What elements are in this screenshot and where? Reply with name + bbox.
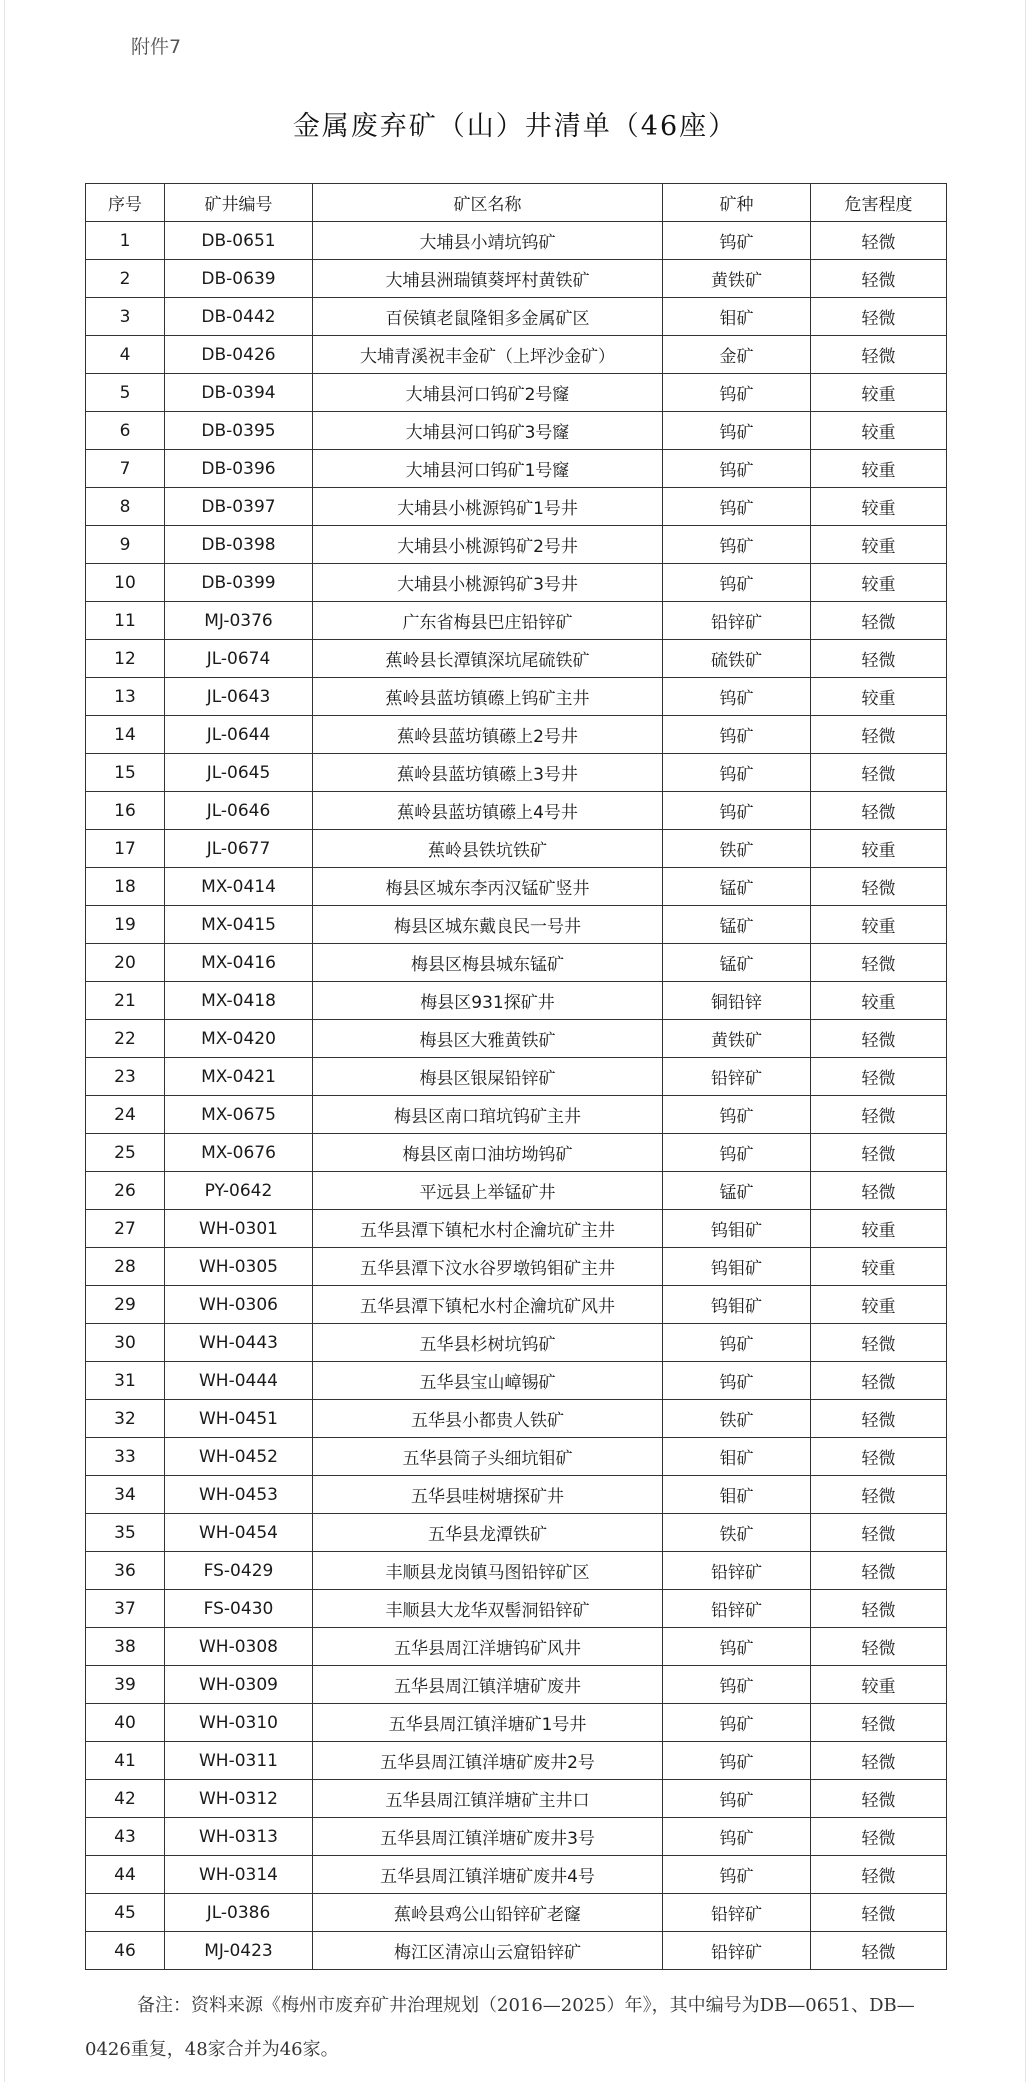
cell-mineral-type: 钨矿	[663, 1856, 811, 1894]
table-row	[86, 906, 947, 944]
cell-index: 27	[86, 1210, 165, 1248]
cell-mine-name: 五华县小都贵人铁矿	[313, 1400, 663, 1438]
cell-mine-name: 五华县周江镇洋塘矿主井口	[313, 1780, 663, 1818]
cell-mine-code: WH-0451	[165, 1400, 313, 1438]
cell-hazard-level: 较重	[811, 1666, 947, 1704]
cell-mineral-type: 黄铁矿	[663, 1020, 811, 1058]
cell-hazard-level: 轻微	[811, 1020, 947, 1058]
cell-mine-code: DB-0639	[165, 260, 313, 298]
cell-mine-code: JL-0643	[165, 678, 313, 716]
document-title: 金属废弃矿（山）井清单（46座）	[292, 111, 738, 142]
cell-mine-name: 蕉岭县蓝坊镇礤上4号井	[313, 792, 663, 830]
cell-mine-name: 五华县哇树塘探矿井	[313, 1476, 663, 1514]
cell-mineral-type: 钨钼矿	[663, 1286, 811, 1324]
table-row	[86, 260, 947, 298]
cell-mine-name: 梅县区南口油坊坳钨矿	[313, 1134, 663, 1172]
cell-mine-code: WH-0309	[165, 1666, 313, 1704]
cell-hazard-level: 轻微	[811, 1628, 947, 1666]
cell-hazard-level: 轻微	[811, 868, 947, 906]
cell-mineral-type: 铜铅锌	[663, 982, 811, 1020]
table-row	[86, 868, 947, 906]
cell-mineral-type: 钨矿	[663, 1362, 811, 1400]
cell-hazard-level: 轻微	[811, 1400, 947, 1438]
table-row	[86, 640, 947, 678]
cell-index: 39	[86, 1666, 165, 1704]
table-row	[86, 450, 947, 488]
cell-index: 3	[86, 298, 165, 336]
table-row	[86, 412, 947, 450]
cell-index: 37	[86, 1590, 165, 1628]
footnote-text: 备注：资料来源《梅州市废弃矿井治理规划（2016—2025）年》，其中编号为DB—0651、DB—0426重复，48家合并为46家。	[85, 1995, 915, 2060]
cell-index: 12	[86, 640, 165, 678]
table-row	[86, 1134, 947, 1172]
footnote	[85, 1984, 955, 2072]
cell-mine-code: JL-0646	[165, 792, 313, 830]
cell-index: 20	[86, 944, 165, 982]
cell-mineral-type: 钨矿	[663, 374, 811, 412]
cell-mine-name: 梅县区大雅黄铁矿	[313, 1020, 663, 1058]
cell-index: 10	[86, 564, 165, 602]
cell-mineral-type: 钨矿	[663, 1096, 811, 1134]
cell-mine-name: 梅县区南口琯坑钨矿主井	[313, 1096, 663, 1134]
cell-mine-code: PY-0642	[165, 1172, 313, 1210]
cell-hazard-level: 轻微	[811, 222, 947, 260]
cell-mine-name: 丰顺县龙岗镇马图铅锌矿区	[313, 1552, 663, 1590]
cell-mineral-type: 钼矿	[663, 298, 811, 336]
cell-index: 19	[86, 906, 165, 944]
cell-mine-code: DB-0398	[165, 526, 313, 564]
cell-mineral-type: 钨矿	[663, 222, 811, 260]
cell-mine-name: 五华县筒子头细坑钼矿	[313, 1438, 663, 1476]
header-hazard-level: 危害程度	[811, 184, 947, 222]
cell-index: 38	[86, 1628, 165, 1666]
cell-index: 40	[86, 1704, 165, 1742]
cell-mineral-type: 铅锌矿	[663, 602, 811, 640]
cell-mine-code: JL-0644	[165, 716, 313, 754]
cell-index: 43	[86, 1818, 165, 1856]
cell-mine-name: 蕉岭县蓝坊镇礤上3号井	[313, 754, 663, 792]
table-row	[86, 1856, 947, 1894]
table-row	[86, 488, 947, 526]
table-row	[86, 1818, 947, 1856]
table-body	[86, 222, 947, 1970]
cell-mine-name: 五华县周江镇洋塘矿废井2号	[313, 1742, 663, 1780]
cell-mine-code: MX-0418	[165, 982, 313, 1020]
cell-mine-code: WH-0305	[165, 1248, 313, 1286]
cell-index: 1	[86, 222, 165, 260]
cell-hazard-level: 较重	[811, 374, 947, 412]
cell-mineral-type: 铅锌矿	[663, 1590, 811, 1628]
cell-mine-code: MX-0416	[165, 944, 313, 982]
cell-mine-code: DB-0397	[165, 488, 313, 526]
cell-index: 42	[86, 1780, 165, 1818]
cell-mine-code: DB-0395	[165, 412, 313, 450]
cell-mineral-type: 钨矿	[663, 1818, 811, 1856]
cell-hazard-level: 轻微	[811, 1818, 947, 1856]
cell-mine-code: WH-0312	[165, 1780, 313, 1818]
cell-hazard-level: 轻微	[811, 640, 947, 678]
header-mine-code: 矿井编号	[165, 184, 313, 222]
cell-index: 26	[86, 1172, 165, 1210]
cell-hazard-level: 较重	[811, 450, 947, 488]
cell-mine-name: 丰顺县大龙华双髻洞铅锌矿	[313, 1590, 663, 1628]
cell-mineral-type: 钨矿	[663, 1780, 811, 1818]
header-mineral-type: 矿种	[663, 184, 811, 222]
cell-mine-name: 五华县龙潭铁矿	[313, 1514, 663, 1552]
cell-index: 31	[86, 1362, 165, 1400]
cell-hazard-level: 轻微	[811, 1172, 947, 1210]
header-index: 序号	[86, 184, 165, 222]
cell-mineral-type: 钨矿	[663, 1628, 811, 1666]
cell-mineral-type: 钨矿	[663, 450, 811, 488]
cell-mine-name: 五华县潭下镇杞水村企瀹坑矿风井	[313, 1286, 663, 1324]
table-row	[86, 944, 947, 982]
table-row	[86, 754, 947, 792]
cell-mineral-type: 硫铁矿	[663, 640, 811, 678]
cell-index: 9	[86, 526, 165, 564]
cell-index: 2	[86, 260, 165, 298]
cell-index: 11	[86, 602, 165, 640]
cell-index: 29	[86, 1286, 165, 1324]
cell-mine-code: JL-0674	[165, 640, 313, 678]
attachment-label: 附件7	[131, 36, 182, 58]
cell-mine-code: JL-0677	[165, 830, 313, 868]
cell-mine-name: 蕉岭县鸡公山铅锌矿老窿	[313, 1894, 663, 1932]
cell-mine-name: 蕉岭县蓝坊镇礤上2号井	[313, 716, 663, 754]
cell-mineral-type: 钨矿	[663, 678, 811, 716]
table-row	[86, 1742, 947, 1780]
cell-hazard-level: 轻微	[811, 1552, 947, 1590]
cell-hazard-level: 较重	[811, 1248, 947, 1286]
cell-mine-name: 五华县潭下镇杞水村企瀹坑矿主井	[313, 1210, 663, 1248]
table-row	[86, 1438, 947, 1476]
cell-mine-name: 五华县周江镇洋塘矿废井4号	[313, 1856, 663, 1894]
cell-mine-name: 大埔青溪祝丰金矿（上坪沙金矿）	[313, 336, 663, 374]
table-row	[86, 830, 947, 868]
cell-mine-code: MJ-0376	[165, 602, 313, 640]
cell-mine-code: FS-0430	[165, 1590, 313, 1628]
table-row	[86, 602, 947, 640]
cell-mine-name: 梅县区城东李丙汉锰矿竖井	[313, 868, 663, 906]
cell-hazard-level: 较重	[811, 1286, 947, 1324]
cell-mine-code: WH-0311	[165, 1742, 313, 1780]
cell-mine-code: MX-0414	[165, 868, 313, 906]
cell-index: 21	[86, 982, 165, 1020]
cell-index: 24	[86, 1096, 165, 1134]
cell-mineral-type: 铁矿	[663, 1400, 811, 1438]
cell-index: 17	[86, 830, 165, 868]
cell-mineral-type: 钨矿	[663, 792, 811, 830]
cell-index: 25	[86, 1134, 165, 1172]
cell-hazard-level: 轻微	[811, 1514, 947, 1552]
cell-mine-name: 梅县区梅县城东锰矿	[313, 944, 663, 982]
cell-hazard-level: 轻微	[811, 1780, 947, 1818]
cell-mineral-type: 金矿	[663, 336, 811, 374]
cell-mineral-type: 钨钼矿	[663, 1210, 811, 1248]
cell-mine-code: DB-0399	[165, 564, 313, 602]
cell-hazard-level: 轻微	[811, 1362, 947, 1400]
cell-mineral-type: 钨矿	[663, 1666, 811, 1704]
cell-mine-name: 大埔县小桃源钨矿2号井	[313, 526, 663, 564]
table-row	[86, 1552, 947, 1590]
cell-mineral-type: 钨矿	[663, 754, 811, 792]
cell-mineral-type: 钨矿	[663, 1704, 811, 1742]
cell-mine-name: 五华县杉树坑钨矿	[313, 1324, 663, 1362]
cell-hazard-level: 较重	[811, 564, 947, 602]
cell-mine-code: JL-0645	[165, 754, 313, 792]
cell-index: 32	[86, 1400, 165, 1438]
cell-hazard-level: 较重	[811, 982, 947, 1020]
table-row	[86, 1894, 947, 1932]
cell-hazard-level: 轻微	[811, 1438, 947, 1476]
cell-hazard-level: 轻微	[811, 260, 947, 298]
cell-mine-name: 五华县周江镇洋塘矿1号井	[313, 1704, 663, 1742]
cell-index: 34	[86, 1476, 165, 1514]
cell-hazard-level: 较重	[811, 488, 947, 526]
cell-mine-code: MX-0421	[165, 1058, 313, 1096]
table-row	[86, 222, 947, 260]
cell-mineral-type: 铅锌矿	[663, 1552, 811, 1590]
table-row	[86, 1324, 947, 1362]
cell-hazard-level: 轻微	[811, 1324, 947, 1362]
cell-mine-name: 大埔县洲瑞镇葵坪村黄铁矿	[313, 260, 663, 298]
cell-index: 35	[86, 1514, 165, 1552]
cell-index: 33	[86, 1438, 165, 1476]
cell-mine-code: MX-0676	[165, 1134, 313, 1172]
cell-hazard-level: 轻微	[811, 754, 947, 792]
table-row	[86, 678, 947, 716]
cell-index: 7	[86, 450, 165, 488]
table-row	[86, 1172, 947, 1210]
cell-index: 45	[86, 1894, 165, 1932]
table-row	[86, 526, 947, 564]
cell-mineral-type: 钨矿	[663, 412, 811, 450]
cell-index: 4	[86, 336, 165, 374]
cell-hazard-level: 轻微	[811, 1742, 947, 1780]
table-row	[86, 1514, 947, 1552]
cell-mine-code: JL-0386	[165, 1894, 313, 1932]
cell-mine-name: 大埔县河口钨矿1号窿	[313, 450, 663, 488]
cell-hazard-level: 轻微	[811, 1476, 947, 1514]
table-row	[86, 1400, 947, 1438]
cell-mine-code: WH-0301	[165, 1210, 313, 1248]
cell-hazard-level: 轻微	[811, 336, 947, 374]
cell-mineral-type: 钨矿	[663, 488, 811, 526]
table-row	[86, 336, 947, 374]
cell-hazard-level: 较重	[811, 678, 947, 716]
cell-hazard-level: 较重	[811, 906, 947, 944]
cell-mineral-type: 钨钼矿	[663, 1248, 811, 1286]
cell-index: 18	[86, 868, 165, 906]
cell-mine-code: WH-0444	[165, 1362, 313, 1400]
cell-hazard-level: 轻微	[811, 1590, 947, 1628]
cell-mine-name: 五华县宝山嶂锡矿	[313, 1362, 663, 1400]
cell-index: 15	[86, 754, 165, 792]
cell-hazard-level: 轻微	[811, 1856, 947, 1894]
cell-mine-name: 大埔县小桃源钨矿1号井	[313, 488, 663, 526]
cell-mine-code: MJ-0423	[165, 1932, 313, 1970]
table-row	[86, 564, 947, 602]
cell-mine-name: 梅江区清凉山云窟铅锌矿	[313, 1932, 663, 1970]
cell-mineral-type: 锰矿	[663, 906, 811, 944]
cell-hazard-level: 轻微	[811, 1058, 947, 1096]
cell-index: 14	[86, 716, 165, 754]
table-row	[86, 792, 947, 830]
cell-mine-code: WH-0314	[165, 1856, 313, 1894]
cell-mineral-type: 钼矿	[663, 1438, 811, 1476]
cell-mine-code: WH-0313	[165, 1818, 313, 1856]
cell-mineral-type: 钼矿	[663, 1476, 811, 1514]
cell-mine-name: 五华县周江洋塘钨矿风井	[313, 1628, 663, 1666]
table-row	[86, 1590, 947, 1628]
cell-mine-name: 梅县区城东戴良民一号井	[313, 906, 663, 944]
cell-index: 13	[86, 678, 165, 716]
table-row	[86, 1932, 947, 1970]
table-row	[86, 1286, 947, 1324]
cell-mineral-type: 铅锌矿	[663, 1932, 811, 1970]
cell-mineral-type: 钨矿	[663, 1134, 811, 1172]
cell-mineral-type: 铅锌矿	[663, 1894, 811, 1932]
cell-hazard-level: 轻微	[811, 1134, 947, 1172]
cell-mine-name: 蕉岭县蓝坊镇礤上钨矿主井	[313, 678, 663, 716]
table-row	[86, 1096, 947, 1134]
cell-mine-code: WH-0453	[165, 1476, 313, 1514]
cell-hazard-level: 轻微	[811, 1894, 947, 1932]
cell-mineral-type: 钨矿	[663, 1324, 811, 1362]
cell-mine-name: 平远县上举锰矿井	[313, 1172, 663, 1210]
cell-index: 28	[86, 1248, 165, 1286]
table-row	[86, 1058, 947, 1096]
cell-index: 16	[86, 792, 165, 830]
cell-index: 44	[86, 1856, 165, 1894]
cell-hazard-level: 较重	[811, 412, 947, 450]
cell-mine-code: WH-0306	[165, 1286, 313, 1324]
cell-mine-name: 广东省梅县巴庄铅锌矿	[313, 602, 663, 640]
table-row	[86, 1666, 947, 1704]
cell-mine-code: WH-0452	[165, 1438, 313, 1476]
cell-mine-code: DB-0394	[165, 374, 313, 412]
cell-mineral-type: 钨矿	[663, 526, 811, 564]
cell-index: 22	[86, 1020, 165, 1058]
cell-mine-code: FS-0429	[165, 1552, 313, 1590]
table-row	[86, 1362, 947, 1400]
cell-hazard-level: 轻微	[811, 792, 947, 830]
cell-mineral-type: 钨矿	[663, 564, 811, 602]
table-row	[86, 1476, 947, 1514]
cell-mine-code: DB-0396	[165, 450, 313, 488]
cell-hazard-level: 轻微	[811, 944, 947, 982]
table-row	[86, 1704, 947, 1742]
cell-mineral-type: 钨矿	[663, 1742, 811, 1780]
cell-hazard-level: 较重	[811, 526, 947, 564]
mine-list-table	[85, 183, 947, 1970]
cell-index: 8	[86, 488, 165, 526]
cell-hazard-level: 轻微	[811, 716, 947, 754]
cell-mine-name: 五华县周江镇洋塘矿废井3号	[313, 1818, 663, 1856]
header-mine-name: 矿区名称	[313, 184, 663, 222]
table-row	[86, 1628, 947, 1666]
cell-mine-name: 五华县周江镇洋塘矿废井	[313, 1666, 663, 1704]
cell-mine-code: WH-0454	[165, 1514, 313, 1552]
cell-mineral-type: 铅锌矿	[663, 1058, 811, 1096]
cell-index: 30	[86, 1324, 165, 1362]
cell-hazard-level: 轻微	[811, 1704, 947, 1742]
cell-hazard-level: 轻微	[811, 1932, 947, 1970]
cell-mineral-type: 锰矿	[663, 868, 811, 906]
cell-mine-name: 梅县区931探矿井	[313, 982, 663, 1020]
cell-mine-code: MX-0675	[165, 1096, 313, 1134]
cell-index: 41	[86, 1742, 165, 1780]
cell-mine-name: 大埔县小桃源钨矿3号井	[313, 564, 663, 602]
table-header-row	[86, 184, 947, 222]
cell-index: 6	[86, 412, 165, 450]
table-row	[86, 374, 947, 412]
cell-index: 23	[86, 1058, 165, 1096]
cell-index: 46	[86, 1932, 165, 1970]
cell-mine-code: WH-0308	[165, 1628, 313, 1666]
cell-mineral-type: 黄铁矿	[663, 260, 811, 298]
cell-mine-code: DB-0442	[165, 298, 313, 336]
table-row	[86, 982, 947, 1020]
cell-mine-name: 大埔县小靖坑钨矿	[313, 222, 663, 260]
cell-hazard-level: 轻微	[811, 602, 947, 640]
table-row	[86, 1780, 947, 1818]
cell-mine-code: DB-0651	[165, 222, 313, 260]
cell-index: 36	[86, 1552, 165, 1590]
cell-mineral-type: 铁矿	[663, 830, 811, 868]
cell-hazard-level: 轻微	[811, 298, 947, 336]
table-row	[86, 298, 947, 336]
cell-mineral-type: 钨矿	[663, 716, 811, 754]
cell-mine-name: 百侯镇老鼠隆钼多金属矿区	[313, 298, 663, 336]
cell-mine-name: 梅县区银屎铅锌矿	[313, 1058, 663, 1096]
cell-hazard-level: 较重	[811, 830, 947, 868]
cell-mine-code: WH-0443	[165, 1324, 313, 1362]
cell-index: 5	[86, 374, 165, 412]
cell-hazard-level: 较重	[811, 1210, 947, 1248]
table-row	[86, 716, 947, 754]
cell-mineral-type: 铁矿	[663, 1514, 811, 1552]
cell-mine-name: 大埔县河口钨矿2号窿	[313, 374, 663, 412]
cell-mine-code: WH-0310	[165, 1704, 313, 1742]
cell-mine-name: 五华县潭下汶水谷罗墩钨钼矿主井	[313, 1248, 663, 1286]
table-row	[86, 1248, 947, 1286]
cell-mine-name: 大埔县河口钨矿3号窿	[313, 412, 663, 450]
cell-mine-name: 蕉岭县长潭镇深坑尾硫铁矿	[313, 640, 663, 678]
cell-mine-code: DB-0426	[165, 336, 313, 374]
table-row	[86, 1020, 947, 1058]
cell-hazard-level: 轻微	[811, 1096, 947, 1134]
cell-mine-code: MX-0420	[165, 1020, 313, 1058]
cell-mine-code: MX-0415	[165, 906, 313, 944]
cell-mineral-type: 锰矿	[663, 1172, 811, 1210]
cell-mineral-type: 锰矿	[663, 944, 811, 982]
cell-mine-name: 蕉岭县铁坑铁矿	[313, 830, 663, 868]
table-row	[86, 1210, 947, 1248]
